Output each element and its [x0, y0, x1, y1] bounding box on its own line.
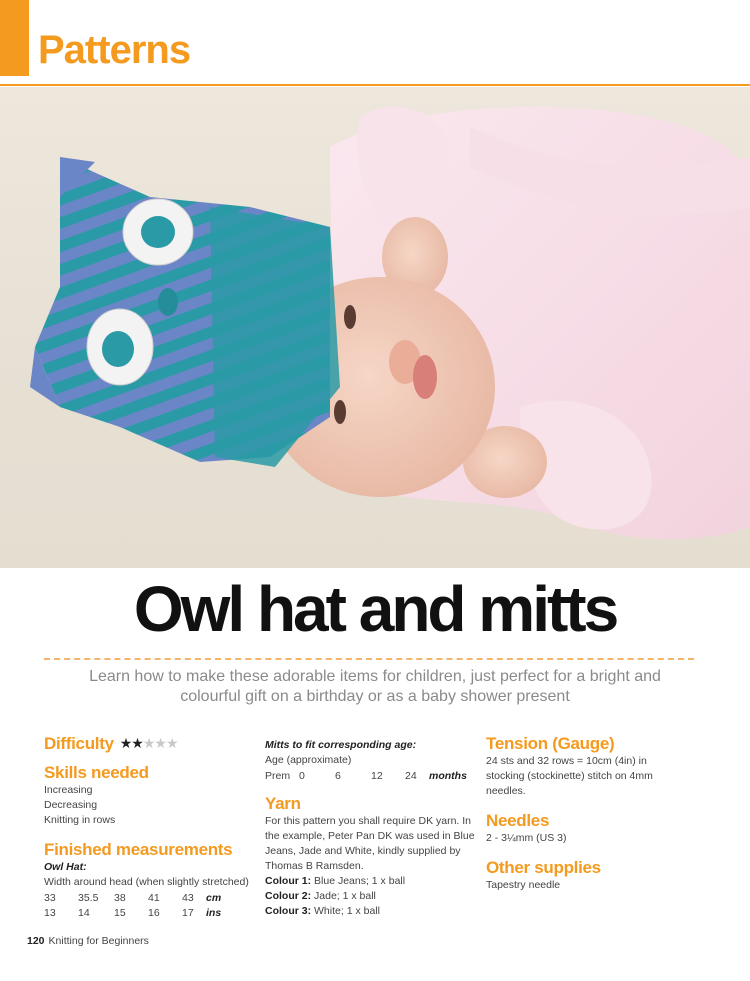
colour-label: Colour 1:	[265, 875, 312, 887]
finished-subheading: Owl Hat:	[44, 861, 87, 873]
mitts-label: Age (approximate)	[265, 754, 352, 766]
age-cell: 6	[335, 769, 341, 782]
baby-owl-hat-illustration	[0, 87, 750, 568]
size-cell: 16	[148, 906, 160, 919]
column-left	[44, 734, 249, 920]
difficulty-stars	[120, 735, 178, 751]
difficulty-heading: Difficulty	[44, 734, 114, 753]
size-cell: 15	[114, 906, 126, 919]
tension-heading: Tension (Gauge)	[486, 734, 615, 753]
skill-item: Increasing	[44, 784, 93, 796]
size-cell: 38	[114, 891, 126, 904]
size-cell: 41	[148, 891, 160, 904]
size-cell: 33	[44, 891, 56, 904]
column-right	[486, 734, 686, 893]
dashed-divider	[44, 658, 694, 660]
star-empty-icon: ★★★	[142, 735, 178, 751]
size-cell: 17	[182, 906, 194, 919]
needles-heading: Needles	[486, 811, 550, 830]
age-cell: Prem	[265, 769, 291, 782]
colour-value: White; 1 x ball	[314, 905, 380, 917]
size-cell: 14	[78, 906, 90, 919]
size-cell: 13	[44, 906, 56, 919]
tension-text: 24 sts and 32 rows = 10cm (4in) in stocking (stockinette) stitch on 4mm needles.	[486, 755, 653, 797]
age-cell: 24	[405, 769, 417, 782]
star-filled-icon: ★★	[119, 735, 143, 751]
size-row-ins	[44, 905, 221, 920]
yarn-colour-3	[265, 904, 475, 919]
needles-text: 2 - 3¼mm (US 3)	[486, 832, 567, 844]
supplies-text: Tapestry needle	[486, 879, 561, 891]
skills-heading: Skills needed	[44, 763, 149, 782]
supplies-heading: Other supplies	[486, 858, 601, 877]
page-footer	[27, 935, 149, 947]
page-title: Owl hat and mitts	[133, 573, 617, 645]
yarn-colour-1	[265, 874, 475, 889]
header-rule	[0, 84, 750, 86]
section-title: Patterns	[38, 28, 191, 72]
intro-text: Learn how to make these adorable items for children, just perfect for a bright and colourful gift on a birthday or as a baby shower present	[89, 668, 661, 705]
size-unit: cm	[206, 891, 222, 904]
mitts-heading: Mitts to fit corresponding age:	[265, 739, 417, 751]
size-unit: ins	[206, 906, 222, 919]
age-unit: months	[429, 769, 467, 782]
colour-label: Colour 2:	[265, 890, 312, 902]
section-tab	[0, 0, 29, 76]
yarn-heading: Yarn	[265, 794, 301, 813]
yarn-colour-2	[265, 889, 475, 904]
size-table	[44, 890, 221, 920]
mitts-age-table	[265, 768, 467, 783]
finished-description: Width around head (when slightly stretched)	[44, 876, 249, 888]
publication-name: Knitting for Beginners	[48, 935, 149, 947]
size-cell: 35.5	[78, 891, 99, 904]
age-cell: 0	[299, 769, 305, 782]
skill-item: Knitting in rows	[44, 814, 116, 826]
hero-photo	[0, 87, 750, 568]
finished-heading: Finished measurements	[44, 840, 233, 859]
colour-value: Blue Jeans; 1 x ball	[314, 875, 406, 887]
yarn-text: For this pattern you shall require DK yarn. In the example, Peter Pan DK was used in Blue Jeans, Jade and White, kindly supplied by Thomas B Ramsden.	[265, 815, 475, 872]
size-row-cm	[44, 890, 221, 905]
age-cell: 12	[371, 769, 383, 782]
colour-value: Jade; 1 x ball	[314, 890, 376, 902]
colour-label: Colour 3:	[265, 905, 312, 917]
skill-item: Decreasing	[44, 799, 98, 811]
page-number: 120	[27, 935, 45, 947]
age-row	[265, 768, 467, 783]
size-cell: 43	[182, 891, 194, 904]
column-middle	[265, 738, 475, 919]
